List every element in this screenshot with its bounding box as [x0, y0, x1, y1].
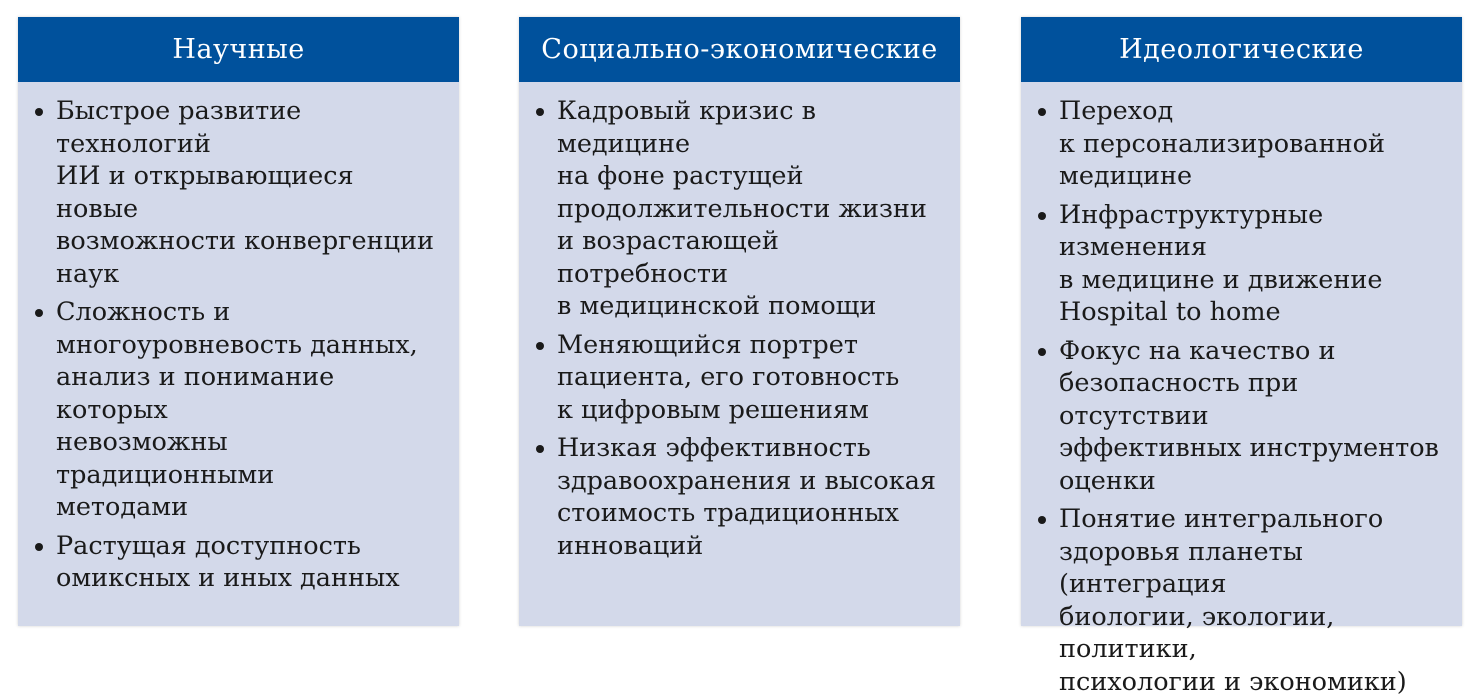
bullet-list	[519, 82, 960, 562]
column-header	[18, 17, 459, 82]
list-item: Низкая эффективность здравоохранения и высокая стоимость традиционных инноваций	[533, 432, 940, 562]
list-item: Сложность и многоуровневость данных, анализ и понимание которых невозможны традиционными методами	[32, 296, 439, 524]
list-item: Меняющийся портрет пациента, его готовность к цифровым решениям	[533, 329, 940, 427]
list-item: Инфраструктурные изменения в медицине и движение Hospital to home	[1035, 199, 1442, 329]
bullet-list	[1021, 82, 1462, 698]
column-socioeconomic	[519, 17, 960, 626]
column-title: Научные	[172, 34, 305, 65]
list-item: Растущая доступность омиксных и иных данных	[32, 530, 439, 595]
column-header	[519, 17, 960, 82]
column-scientific	[18, 17, 459, 626]
list-item: Быстрое развитие технологий ИИ и открывающиеся новые возможности конвергенции наук	[32, 95, 439, 290]
list-item: Кадровый кризис в медицине на фоне растущей продолжительности жизни и возрастающей потребности в медицинской помощи	[533, 95, 940, 323]
list-item: Понятие интегрального здоровья планеты (интеграция биологии, экологии, политики, психологии и экономики)	[1035, 503, 1442, 698]
list-item: Переход к персонализированной медицине	[1035, 95, 1442, 193]
column-header	[1021, 17, 1462, 82]
column-title: Социально-экономические	[541, 34, 938, 65]
column-ideological	[1021, 17, 1462, 697]
bullet-list	[18, 82, 459, 595]
column-title: Идеологические	[1119, 34, 1364, 65]
list-item: Фокус на качество и безопасность при отсутствии эффективных инструментов оценки	[1035, 335, 1442, 498]
